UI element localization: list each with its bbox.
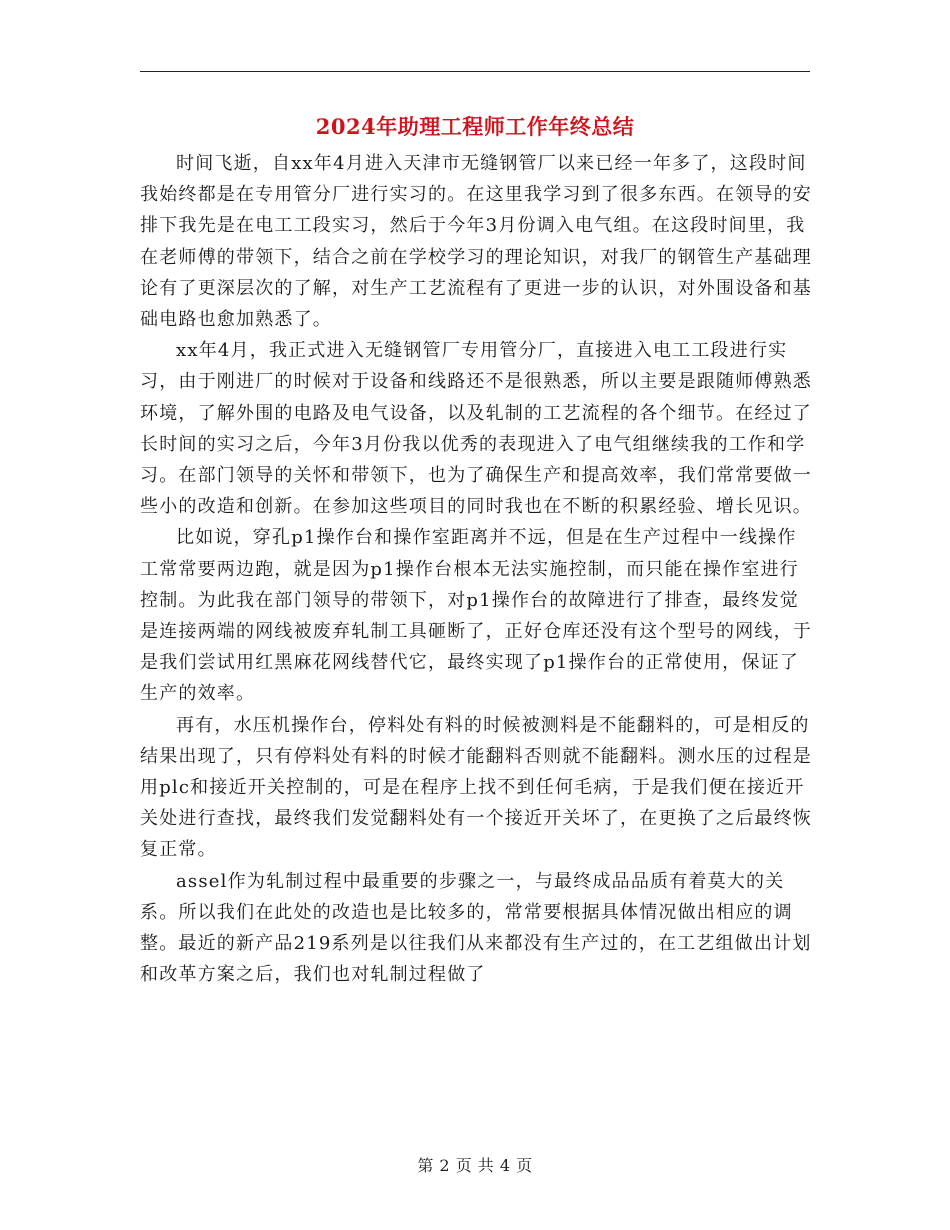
page-number: 第 2 页 共 4 页 (417, 1156, 533, 1175)
paragraph-4: 再有，水压机操作台，停料处有料的时候被测料是不能翻料的，可是相反的结果出现了，只有停料处有料的时候才能翻料否则就不能翻料。测水压的过程是用plc和接近开关控制的，可是在程序上找不到任何毛病，于是我们便在接近开关处进行查找，最终我们发觉翻料处有一个接近开关坏了，在更换了之后最终恢复正常。 (140, 714, 812, 861)
header-rule (140, 71, 810, 72)
paragraph-3: 比如说，穿孔p1操作台和操作室距离并不远，但是在生产过程中一线操作工常常要两边跑，就是因为p1操作台根本无法实施控制，而只能在操作室进行控制。为此我在部门领导的带领下，对p1操作台的故障进行了排查，最终发觉是连接两端的网线被废弃轧制工具砸断了，正好仓库还没有这个型号的网线，于是我们尝试用红黑麻花网线替代它，最终实现了p1操作台的正常使用，保证了生产的效率。 (140, 527, 812, 705)
document-body (140, 148, 812, 990)
paragraph-2: xx年4月，我正式进入无缝钢管厂专用管分厂，直接进入电工工段进行实习，由于刚进厂的时候对于设备和线路还不是很熟悉，所以主要是跟随师傅熟悉环境，了解外围的电路及电气设备，以及轧制的工艺流程的各个细节。在经过了长时间的实习之后，今年3月份我以优秀的表现进入了电气组继续我的工作和学习。在部门领导的关怀和带领下，也为了确保生产和提高效率，我们常常要做一些小的改造和创新。在参加这些项目的同时我也在不断的积累经验、增长见识。 (140, 340, 812, 518)
paragraph-1: 时间飞逝，自xx年4月进入天津市无缝钢管厂以来已经一年多了，这段时间我始终都是在专用管分厂进行实习的。在这里我学习到了很多东西。在领导的安排下我先是在电工工段实习，然后于今年3月份调入电气组。在这段时间里，我在老师傅的带领下，结合之前在学校学习的理论知识，对我厂的钢管生产基础理论有了更深层次的了解，对生产工艺流程有了更进一步的认识，对外围设备和基础电路也愈加熟悉了。 (140, 153, 812, 331)
document-title: 2024年助理工程师工作年终总结 (315, 114, 635, 139)
paragraph-5: assel作为轧制过程中最重要的步骤之一，与最终成品品质有着莫大的关系。所以我们在此处的改造也是比较多的，常常要根据具体情况做出相应的调整。最近的新产品219系列是以往我们从来都没有生产过的，在工艺组做出计划和改革方案之后，我们也对轧制过程做了 (140, 870, 812, 986)
